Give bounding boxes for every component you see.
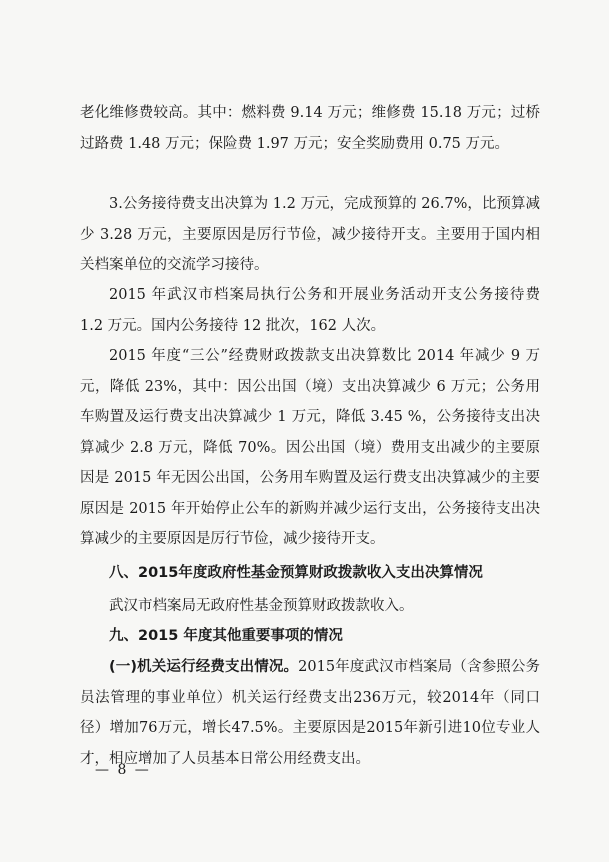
paragraph-operating-expenses	[80, 652, 540, 774]
subsection-label: (一)机关运行经费支出情况。	[109, 659, 299, 675]
paragraph-vehicle-costs: 老化维修费较高。其中：燃料费 9.14 万元；维修费 15.18 万元；过桥过路费 1.48 万元；保险费 1.97 万元；安全奖励费用 0.75 万元。	[80, 105, 540, 152]
page-number: — 8 —	[95, 762, 151, 778]
paragraph-reception-expense: 3.公务接待费支出决算为 1.2 万元，完成预算的 26.7%，比预算减少 3.28 万元，主要原因是厉行节俭，减少接待开支。主要用于国内相关档案单位的交流学习接待。	[80, 196, 540, 273]
section-heading-8: 八、2015年度政府性基金预算财政拨款收入支出决算情况	[109, 565, 483, 581]
operating-expenses-text: 2015年度武汉市档案局（含参照公务员法管理的事业单位）机关运行经费支出236万元，较2014年（同口径）增加76万元，增长47.5%。主要原因是2015年新引进10位专业人才，相应增加了人员基本日常公用经费支出。	[80, 659, 540, 767]
paragraph-government-fund: 武汉市档案局无政府性基金预算财政拨款收入。	[109, 598, 414, 614]
paragraph-reception-details: 2015 年武汉市档案局执行公务和开展业务活动开支公务接待费 1.2 万元。国内公务接待 12 批次，162 人次。	[80, 287, 540, 334]
section-heading-9: 九、2015 年度其他重要事项的情况	[109, 628, 343, 644]
paragraph-three-public-summary: 2015 年度“三公”经费财政拨款支出决算数比 2014 年减少 9 万元，降低 23%，其中：因公出国（境）支出决算减少 6 万元；公务用车购置及运行费支出决算减少 1 万元，降低 3.45 %，公务接待支出决算减少 2.8 万元，降低 70%。因公出国（境）费用支出减少的主要原因是 2015 年无因公出国，公务用车购置及运行费支出决算减少的主要原因是 2015 年开始停止公车的新购并减少运行支出，公务接待支出决算减少的主要原因是厉行节俭，减少接待开支。	[80, 348, 540, 547]
